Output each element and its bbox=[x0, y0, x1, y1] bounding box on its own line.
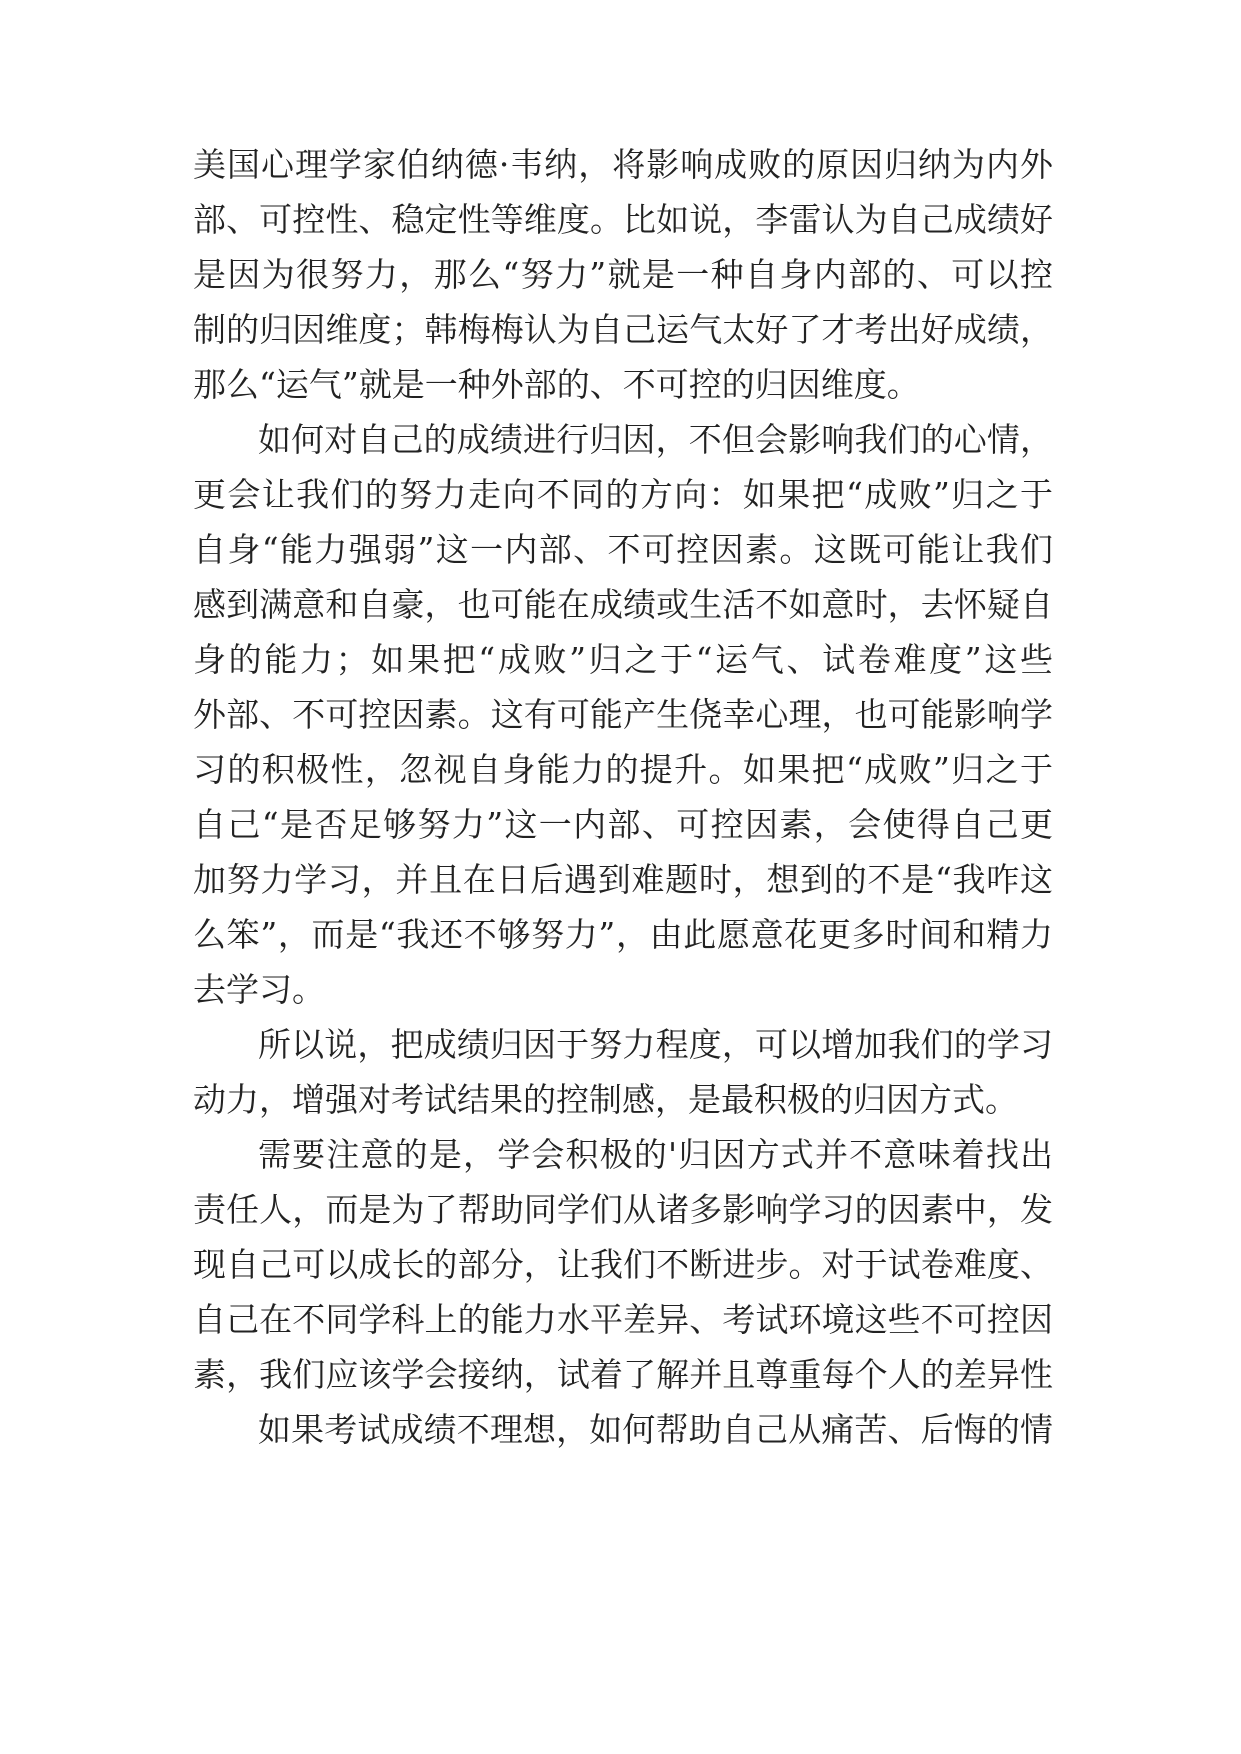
paragraph-first-line: 如何对自己的成绩进行归因，不但会影响我们的心情， bbox=[258, 420, 1053, 459]
paragraph-first-line: 如果考试成绩不理想，如何帮助自己从痛苦、后悔的情 bbox=[258, 1410, 1053, 1449]
text-line: 么笨”，而是“我还不够努力”，由此愿意花更多时间和精力 bbox=[193, 915, 1053, 954]
text-line: 加努力学习，并且在日后遇到难题时，想到的不是“我咋这 bbox=[193, 860, 1053, 899]
text-line: 责任人，而是为了帮助同学们从诸多影响学习的因素中，发 bbox=[193, 1190, 1053, 1229]
text-line: 感到满意和自豪，也可能在成绩或生活不如意时，去怀疑自 bbox=[193, 585, 1053, 624]
text-line: 去学习。 bbox=[193, 970, 325, 1009]
text-line: 自己在不同学科上的能力水平差异、考试环境这些不可控因 bbox=[193, 1300, 1053, 1339]
text-line: 美国心理学家伯纳德·韦纳，将影响成败的原因归纳为内外 bbox=[193, 145, 1053, 184]
paragraph-first-line: 所以说，把成绩归因于努力程度，可以增加我们的学习 bbox=[258, 1025, 1053, 1064]
text-line: 自身“能力强弱”这一内部、不可控因素。这既可能让我们 bbox=[193, 530, 1053, 569]
text-line: 现自己可以成长的部分，让我们不断进步。对于试卷难度、 bbox=[193, 1245, 1053, 1284]
paragraph-first-line: 需要注意的是，学会积极的'归因方式并不意味着找出 bbox=[258, 1135, 1053, 1174]
text-line: 外部、不可控因素。这有可能产生侥幸心理，也可能影响学 bbox=[193, 695, 1053, 734]
text-line: 自己“是否足够努力”这一内部、可控因素，会使得自己更 bbox=[193, 805, 1053, 844]
text-line: 习的积极性，忽视自身能力的提升。如果把“成败”归之于 bbox=[193, 750, 1053, 789]
text-line: 素，我们应该学会接纳，试着了解并且尊重每个人的差异性 bbox=[193, 1355, 1053, 1394]
text-line: 更会让我们的努力走向不同的方向：如果把“成败”归之于 bbox=[193, 475, 1053, 514]
text-line: 身的能力；如果把“成败”归之于“运气、试卷难度”这些 bbox=[193, 640, 1053, 679]
text-line: 那么“运气”就是一种外部的、不可控的归因维度。 bbox=[193, 365, 920, 404]
text-line: 制的归因维度；韩梅梅认为自己运气太好了才考出好成绩， bbox=[193, 310, 1053, 349]
text-line: 部、可控性、稳定性等维度。比如说，李雷认为自己成绩好 bbox=[193, 200, 1053, 239]
text-line: 是因为很努力，那么“努力”就是一种自身内部的、可以控 bbox=[193, 255, 1053, 294]
text-line: 动力，增强对考试结果的控制感，是最积极的归因方式。 bbox=[193, 1080, 1018, 1119]
